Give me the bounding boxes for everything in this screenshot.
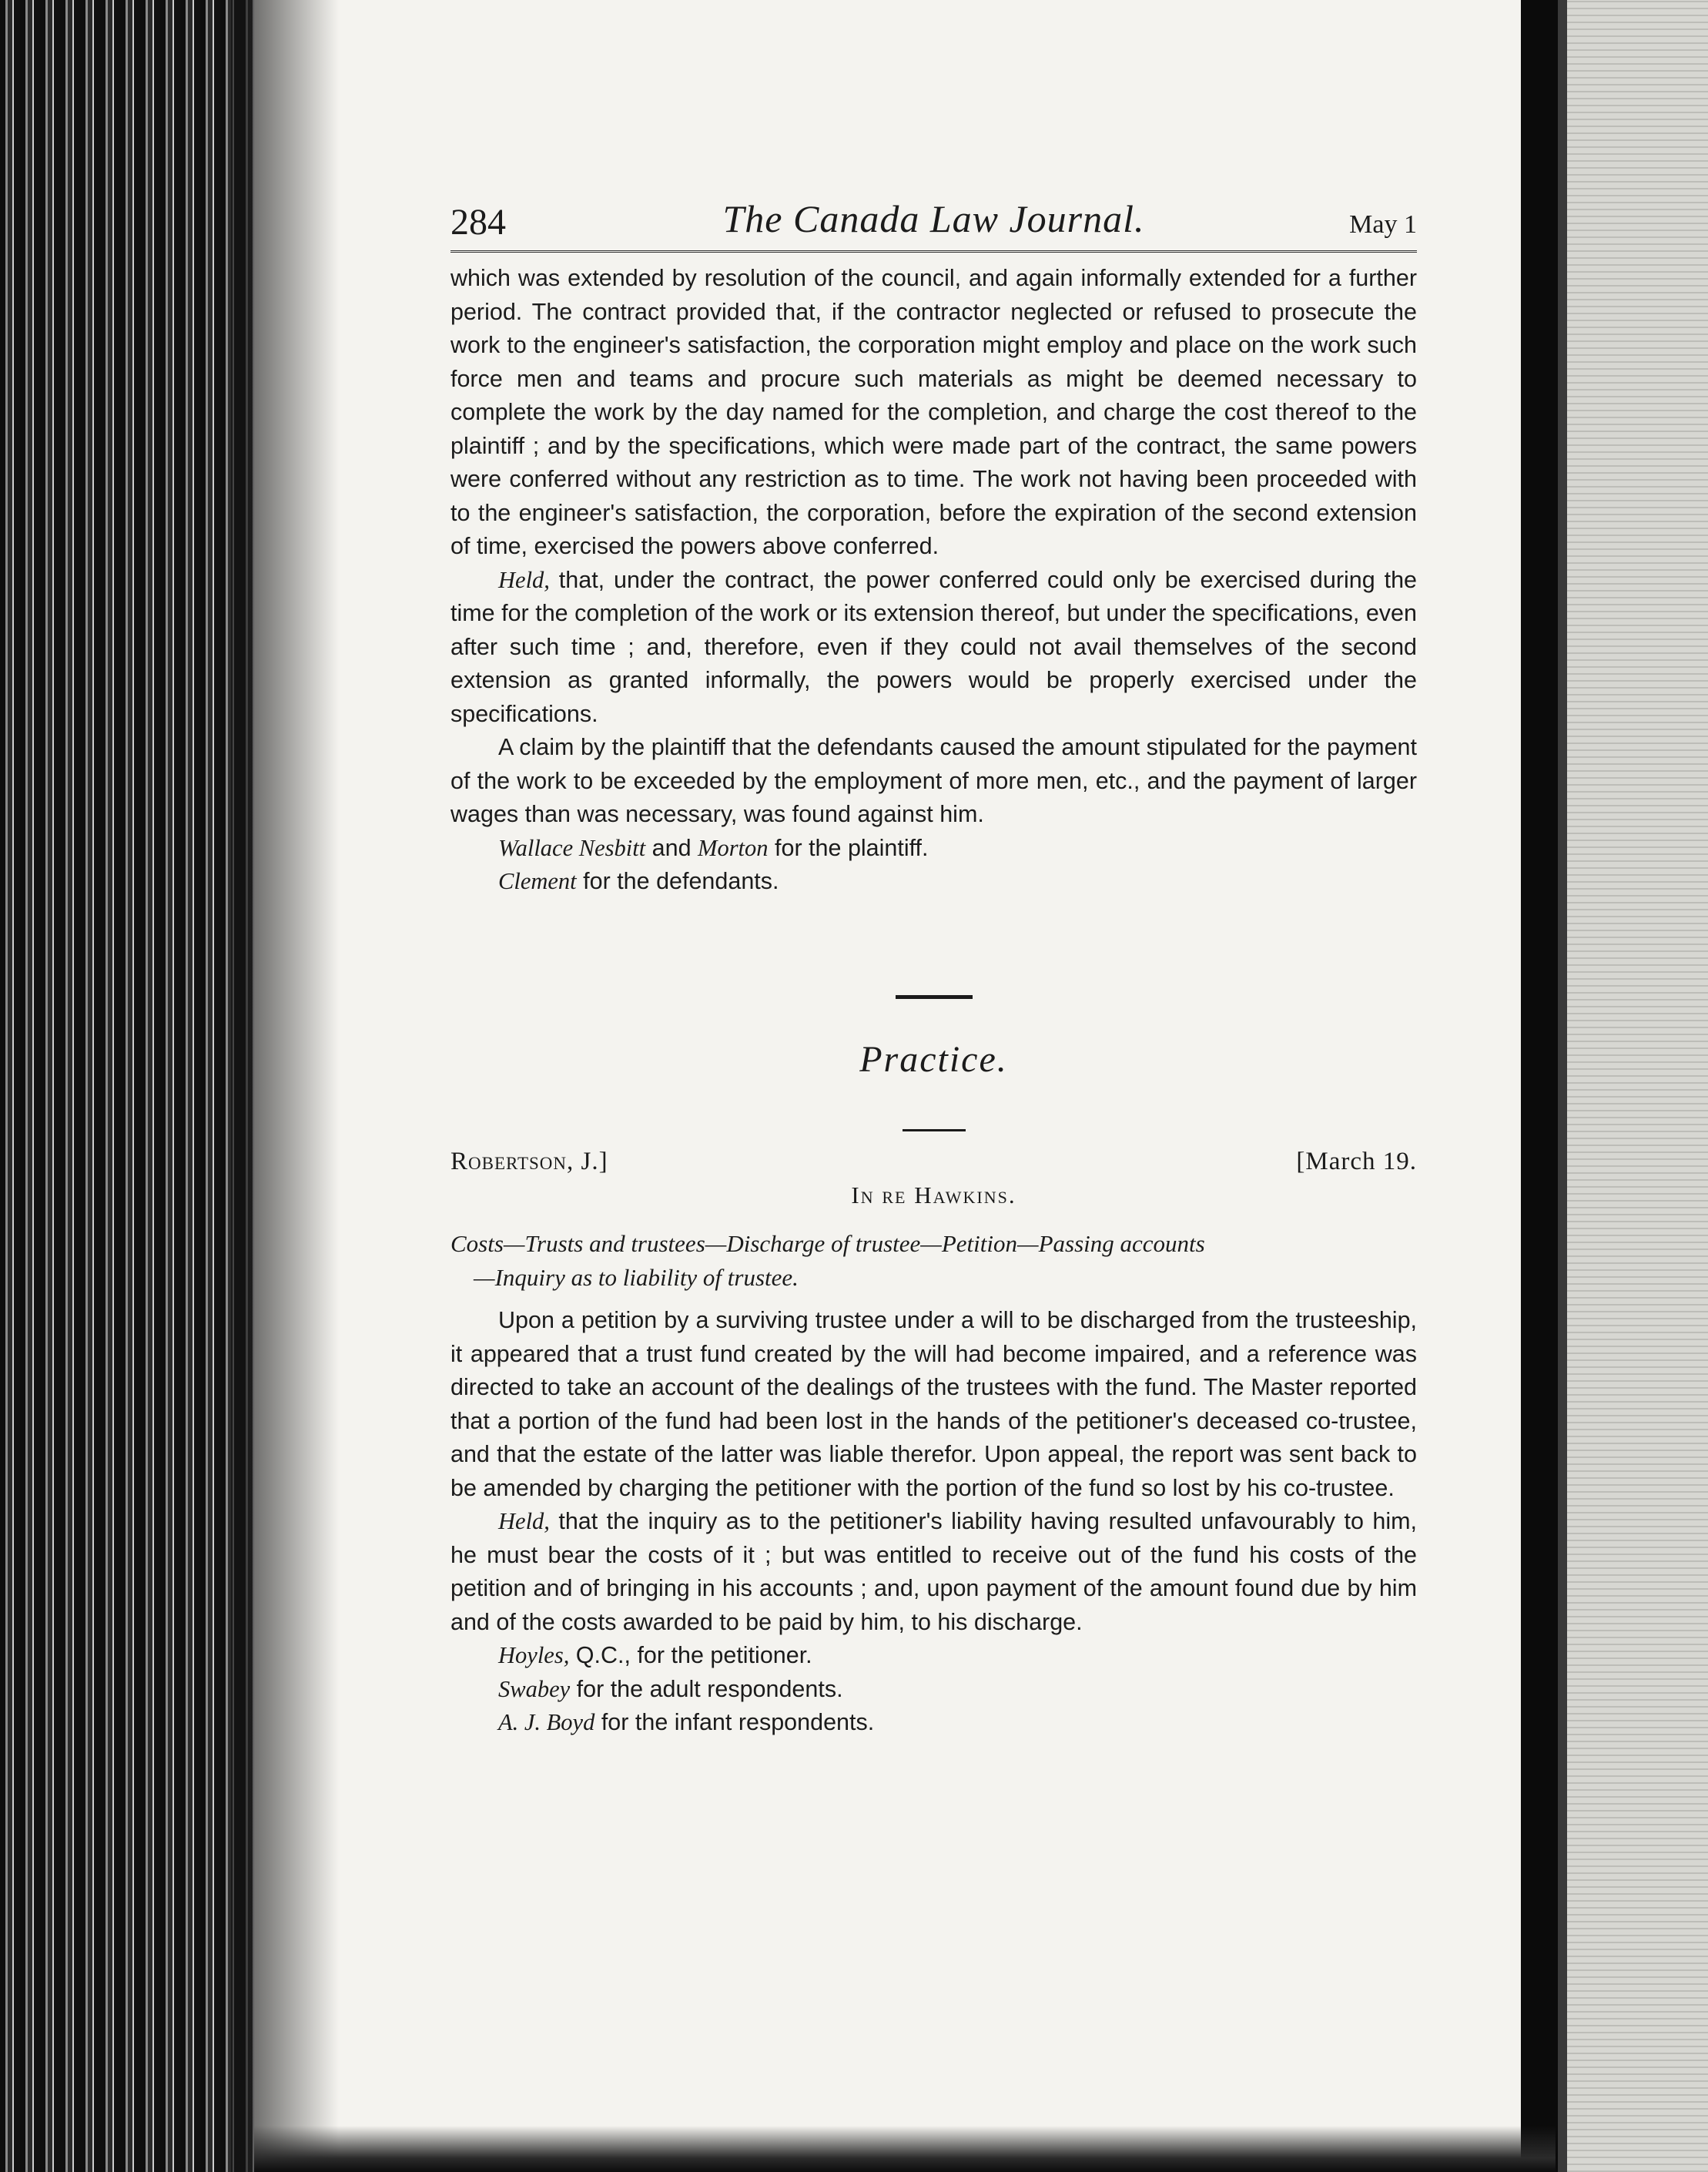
headnote [450,1227,1417,1295]
scan-edge-left [0,0,254,2172]
held-text: that, under the contract, the power conferred could only be exercised during the time for the completion of the work or its extension thereof, but under the specifications, even after such time ; and, therefore, even if they could not avail themselves of the second extension as granted informally, the powers would be properly exercised under the specifications. [450,566,1417,727]
counsel-role: for the adult respondents. [570,1675,843,1702]
counsel-name: Swabey [498,1675,571,1702]
section-title: Practice. [859,1039,1008,1080]
counsel-infant-respondents [498,1706,1417,1740]
issue-date: May 1 [1349,210,1417,239]
section-subdivider [903,1129,966,1131]
judge-name: Robertson, J.] [450,1148,608,1175]
counsel-name: Morton [698,834,769,861]
counsel-name: Hoyles, [498,1642,570,1668]
journal-page [450,0,1417,2172]
counsel-role: Q.C., for the petitioner. [569,1642,812,1668]
counsel-name: Wallace Nesbitt [498,834,646,861]
counsel-defendants [498,865,1417,899]
held-label: Held, [498,1508,550,1534]
scan-shadow-left [231,0,339,2172]
case1-held [450,564,1417,732]
counsel-name: A. J. Boyd [498,1709,595,1735]
counsel-plaintiff [498,832,1417,866]
journal-title: The Canada Law Journal. [722,197,1145,240]
case1-claim: A claim by the plaintiff that the defendants caused the amount stipulated for the payment of the work to be exceeded by the employment of more men, etc., and the payment of larger wages than was necessary, was found against him. [450,734,1417,827]
headnote-line: —Inquiry as to liability of trustee. [474,1264,799,1291]
counsel-petitioner [498,1639,1417,1673]
case-report [450,1304,1417,1740]
section-divider [896,995,973,999]
counsel-joiner: and [645,834,698,861]
counsel-role: for the infant respondents. [594,1709,875,1735]
header-rule [450,250,1417,253]
headnote-line: Costs—Trusts and trustees—Discharge of trustee—Petition—Passing accounts [450,1230,1205,1257]
counsel-name: Clement [498,868,577,894]
decision-date: [March 19. [1296,1148,1417,1175]
running-head [450,196,1417,250]
case2-paragraph: Upon a petition by a surviving trustee under a will to be discharged from the trusteeship, it appeared that a trust fund created by the will had become impaired, and a reference was directed to take an account of the dealings of the trustees with the fund. The Master reported that a portion of the fund had been lost in the hands of the petitioner's deceased co-trustee, and that the estate of the latter was liable therefor. Upon appeal, the report was sent back to be amended by charging the petitioner with the portion of the fund so lost by his co-trustee. [450,1307,1417,1501]
case2-held [450,1505,1417,1639]
case1-paragraph: which was extended by resolution of the council, and again informally extended for a further period. The contract provided that, if the contractor neglected or refused to prosecute the work to the engineer's satisfaction, the corporation might employ and place on the work such force men and teams and procure such materials as might be deemed necessary to complete the work by the day named for the completion, and charge the cost thereof to the plaintiff ; and by the specifications, which were made part of the contract, the same powers were conferred without any restriction as to time. The work not having been proceeded with to the engineer's satisfaction, the corporation, before the expiration of the second extension of time, exercised the powers above conferred. [450,265,1417,559]
case-report-continued [450,262,1417,899]
counsel-role: for the plaintiff. [768,834,929,861]
held-label: Held, [498,566,550,593]
held-text: that the inquiry as to the petitioner's liability having resulted unfavourably to him, he must bear the costs of it ; but was entitled to receive out of the fund his costs of the petition and of bringing in his accounts ; and, upon payment of the amount found due by him and of the costs awarded to be paid by him, to his discharge. [450,1508,1417,1635]
case-name: In re Hawkins. [851,1182,1016,1208]
page-number: 284 [450,202,506,243]
counsel-role: for the defendants. [576,868,779,894]
counsel-adult-respondents [498,1673,1417,1707]
scan-noise-right [1567,0,1708,2172]
